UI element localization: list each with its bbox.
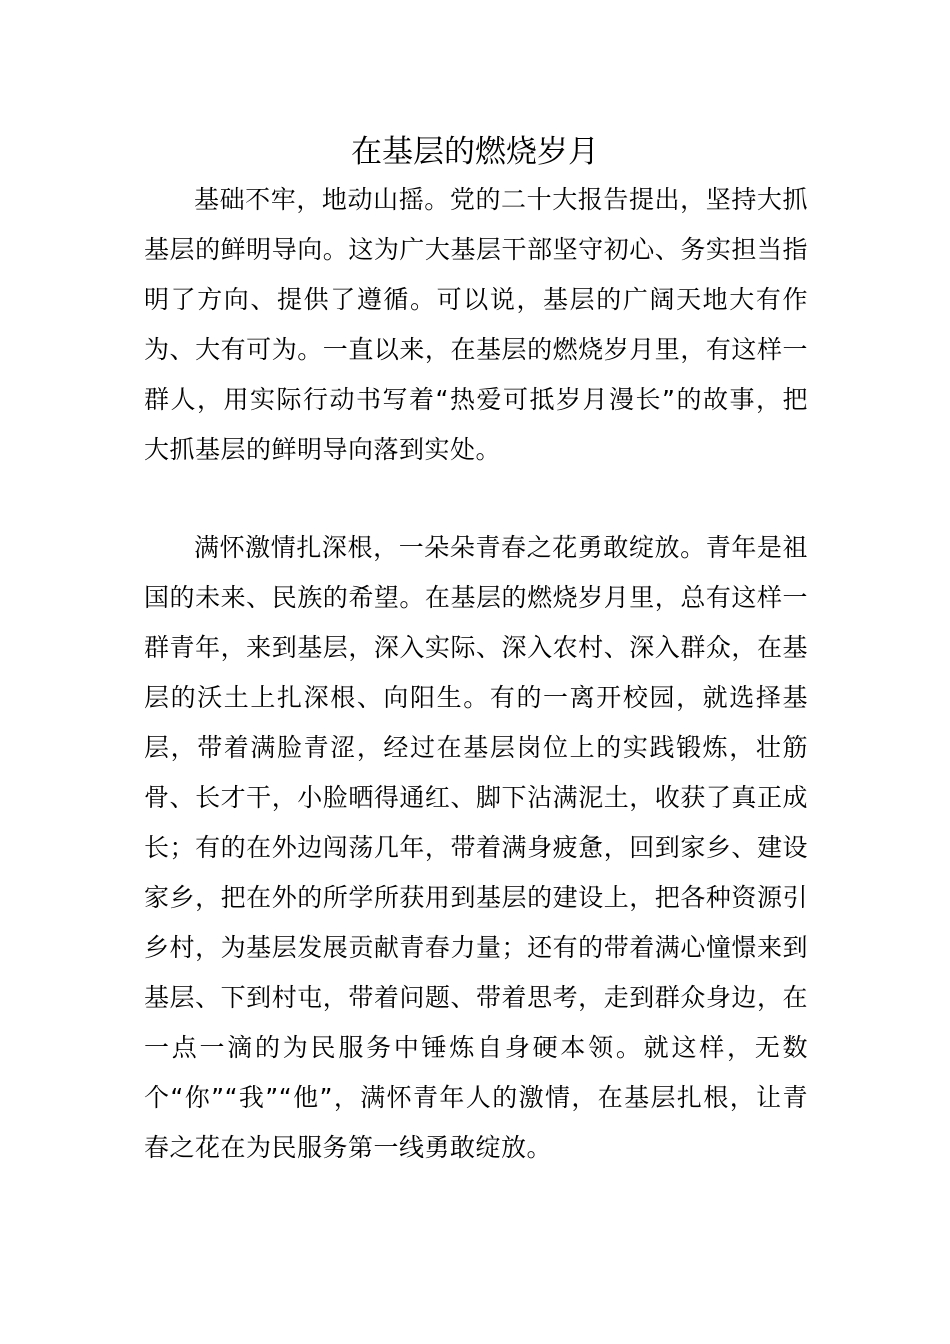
paragraph-1: 基础不牢，地动山摇。党的二十大报告提出，坚持大抓基层的鲜明导向。这为广大基层干部坚守初心、务实担当指明了方向、提供了遵循。可以说，基层的广阔天地大有作为、大有可为。一直以来，在基层的燃烧岁月里，有这样一群人，用实际行动书写着“热爱可抵岁月漫长”的故事，把大抓基层的鲜明导向落到实处。 [144,185,808,464]
paragraph-2: 满怀激情扎深根，一朵朵青春之花勇敢绽放。青年是祖国的未来、民族的希望。在基层的燃烧岁月里，总有这样一群青年，来到基层，深入实际、深入农村、深入群众，在基层的沃土上扎深根、向阳生。有的一离开校园，就选择基层，带着满脸青涩，经过在基层岗位上的实践锻炼，壮筋骨、长才干，小脸晒得通红、脚下沾满泥土，收获了真正成长；有的在外边闯荡几年，带着满身疲惫，回到家乡、建设家乡，把在外的所学所获用到基层的建设上，把各种资源引乡村，为基层发展贡献青春力量；还有的带着满心憧憬来到基层、下到村屯，带着问题、带着思考，走到群众身边，在一点一滴的为民服务中锤炼自身硬本领。就这样，无数个“你”“我”“他”，满怀青年人的激情，在基层扎根，让青春之花在为民服务第一线勇敢绽放。 [144,533,808,1162]
document-title: 在基层的燃烧岁月 [351,134,599,170]
